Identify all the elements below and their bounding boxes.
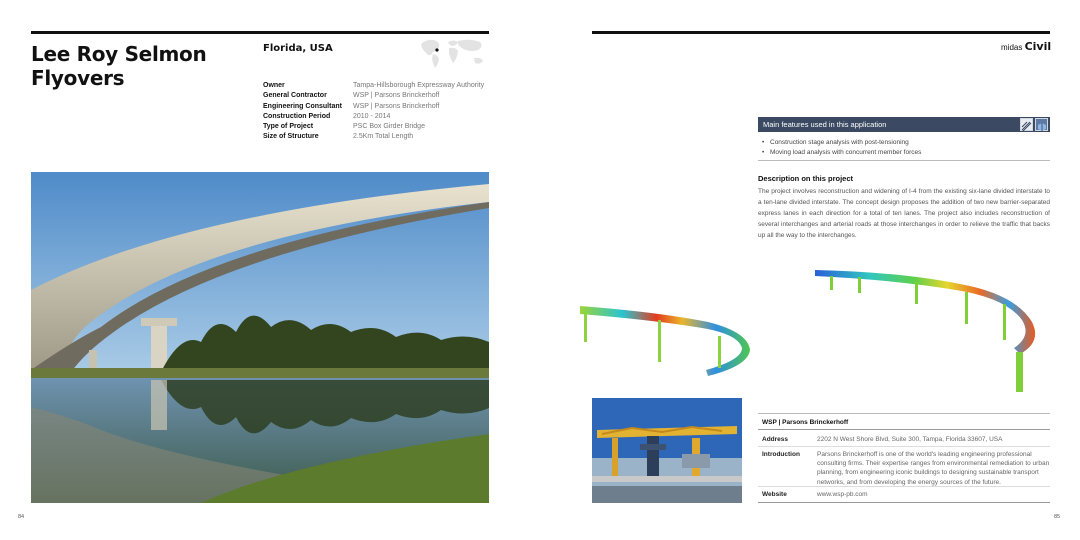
midas-civil-app-icon [1020,118,1033,131]
spec-row-type-of-project [263,122,493,132]
introduction-label: Introduction [762,451,800,458]
address-value: 2202 N West Shore Blvd, Suite 300, Tampa, Florida 33607, USA [817,436,1003,443]
address-divider [758,446,1050,447]
spec-value: 2010 - 2014 [353,112,391,120]
website-label: Website [762,491,787,498]
spec-row-engineering-consultant [263,102,493,112]
spec-value: 2.5Km Total Length [353,133,414,141]
firm-intro-row [762,450,1052,487]
feature-item: • Moving load analysis with concurrent member forces [762,148,921,158]
fem-model-render-right [810,262,1055,400]
features-divider [758,160,1050,161]
description-text: The project involves reconstruction and widening of I-4 from the existing six-lane divided interstate to a ten-lane divided interstate. The concept design proposes the addition of two new barrier-separated express lanes in each direction for a total of ten lanes. The project also includes reconstruction of several interchanges and arterial roads at those interchanges in order to relieve the traffic that backs up all the way to the interchanges. [758,188,1050,239]
spec-label: Type of Project [263,123,314,131]
project-title: Lee Roy Selmon Flyovers [31,42,207,90]
firm-website-row [762,490,1052,499]
left-top-rule [31,31,489,34]
firm-bottom-divider [758,502,1050,503]
spec-value: WSP | Parsons Brinckerhoff [353,102,440,110]
construction-photo [592,398,742,503]
spec-label: General Contractor [263,92,327,100]
spec-value: Tampa-Hillsborough Expressway Authority [353,82,485,89]
right-top-rule [592,31,1050,34]
location-marker-icon [435,48,438,51]
introduction-value: Parsons Brinckerhoff is one of the world's leading engineering professional consulting firms. Their expertise ranges from environmental remediation to urban planning, from engineering iconic buildings to designing sustainable transport networks, and from developing the energy sources of the future. [817,451,1050,486]
feature-item: • Construction stage analysis with post-tensioning [762,138,921,148]
spec-label: Engineering Consultant [263,102,342,110]
spec-label: Owner [263,82,285,89]
spec-label: Construction Period [263,112,331,120]
page-number-right: 85 [1054,514,1061,520]
website-link[interactable]: www.wsp-pb.com [817,491,868,498]
spec-row-construction-period [263,112,493,122]
features-title: Main features used in this application [763,120,887,129]
description-title: Description on this project [758,174,854,183]
spec-row-general-contractor [263,91,493,101]
firm-name-divider [758,429,1050,430]
firm-name: WSP | Parsons Brinckerhoff [762,419,849,426]
address-label: Address [762,436,789,443]
features-list [762,138,921,158]
firm-top-divider [758,413,1050,414]
spec-row-owner [263,81,493,91]
brand-name: Civil [1024,40,1052,53]
world-map-icon [418,36,488,70]
brand-prefix: midas [1001,43,1023,52]
fem-model-render-left [578,300,758,382]
firm-address-row [762,435,1052,444]
features-header-bar [758,117,1050,132]
spec-value: PSC Box Girder Bridge [353,123,425,131]
intro-divider [758,486,1050,487]
spec-value: WSP | Parsons Brinckerhoff [353,92,440,100]
project-specs [263,81,493,143]
spec-label: Size of Structure [263,133,319,141]
page-number-left: 84 [18,514,25,520]
flyover-photo [31,172,489,503]
midas-fea-app-icon [1035,118,1048,131]
midas-civil-logo [1001,40,1051,53]
spec-row-size-of-structure [263,132,493,142]
project-location: Florida, USA [263,43,333,54]
